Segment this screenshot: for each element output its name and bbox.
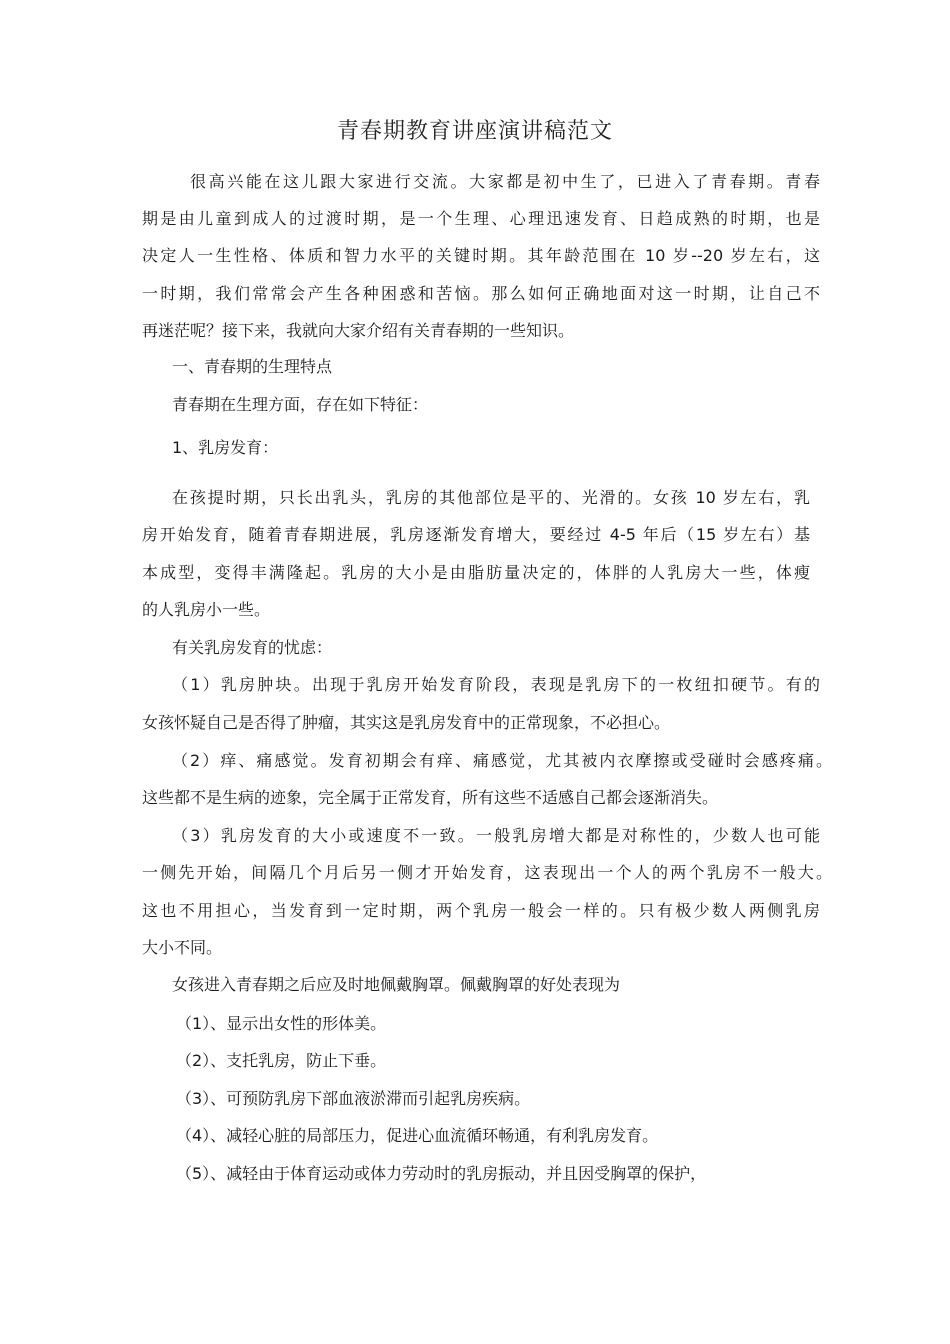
text-line: 很高兴能在这儿跟大家进行交流。大家都是初中生了，已进入了青春期。青春 [190,172,820,191]
text-line: 一时期，我们常常会产生各种困惑和苦恼。那么如何正确地面对这一时期，让自己不 [142,284,820,303]
text-line: 决定人一生性格、体质和智力水平的关键时期。其年龄范围在 10 岁--20 岁左右，这 [142,246,820,265]
text-line: 一侧先开始，间隔几个月后另一侧才开始发育，这表现出一个人的两个乳房不一般大。 [142,863,832,882]
text-line: 的人乳房小一些。 [142,600,271,619]
list-item: （2）、支托乳房，防止下垂。 [176,1051,387,1070]
text-line: 在孩提时期，只长出乳头，乳房的其他部位是平的、光滑的。女孩 10 岁左右，乳 [172,488,810,507]
text-line: 这些都不是生病的迹象，完全属于正常发育，所有这些不适感自己都会逐渐消失。 [142,788,719,807]
text-line: 有关乳房发育的忧虑： [172,638,333,657]
document-title: 青春期教育讲座演讲稿范文 [336,119,613,144]
list-item: （5）、减轻由于体育运动或体力劳动时的乳房振动，并且因受胸罩的保护， [176,1164,707,1183]
text-line: 期是由儿童到成人的过渡时期，是一个生理、心理迅速发育、日趋成熟的时期，也是 [142,209,820,228]
text-line: 房开始发育，随着青春期进展，乳房逐渐发育增大，要经过 4-5 年后（15 岁左右）基 [142,525,810,544]
text-line: （3）乳房发育的大小或速度不一致。一般乳房增大都是对称性的，少数人也可能 [172,826,820,845]
list-item: （4）、减轻心脏的局部压力，促进心血流循环畅通，有利乳房发育。 [176,1126,659,1145]
text-line: 女孩怀疑自己是否得了肿瘤，其实这是乳房发育中的正常现象，不必担心。 [142,713,671,732]
text-line: 大小不同。 [142,938,223,957]
text-line: 青春期在生理方面，存在如下特征： [172,395,429,414]
list-item: （1）、显示出女性的形体美。 [176,1014,387,1033]
text-line: 这也不用担心，当发育到一定时期，两个乳房一般会一样的。只有极少数人两侧乳房 [142,901,820,920]
text-line: 再迷茫呢？接下来，我就向大家介绍有关青春期的一些知识。 [142,321,575,340]
text-line: 本成型，变得丰满隆起。乳房的大小是由脂肪量决定的，体胖的人乳房大一些，体瘦 [142,563,810,582]
text-line: （2）痒、痛感觉。发育初期会有痒、痛感觉，尤其被内衣摩擦或受碰时会感疼痛。 [172,751,832,770]
text-line: 女孩进入青春期之后应及时地佩戴胸罩。佩戴胸罩的好处表现为 [172,975,621,994]
subsection-heading: 1、乳房发育： [172,438,279,457]
section-heading: 一、青春期的生理特点 [172,357,333,376]
list-item: （3）、可预防乳房下部血液淤滞而引起乳房疾病。 [176,1089,531,1108]
text-line: （1）乳房肿块。出现于乳房开始发育阶段，表现是乳房下的一枚纽扣硬节。有的 [172,675,820,694]
